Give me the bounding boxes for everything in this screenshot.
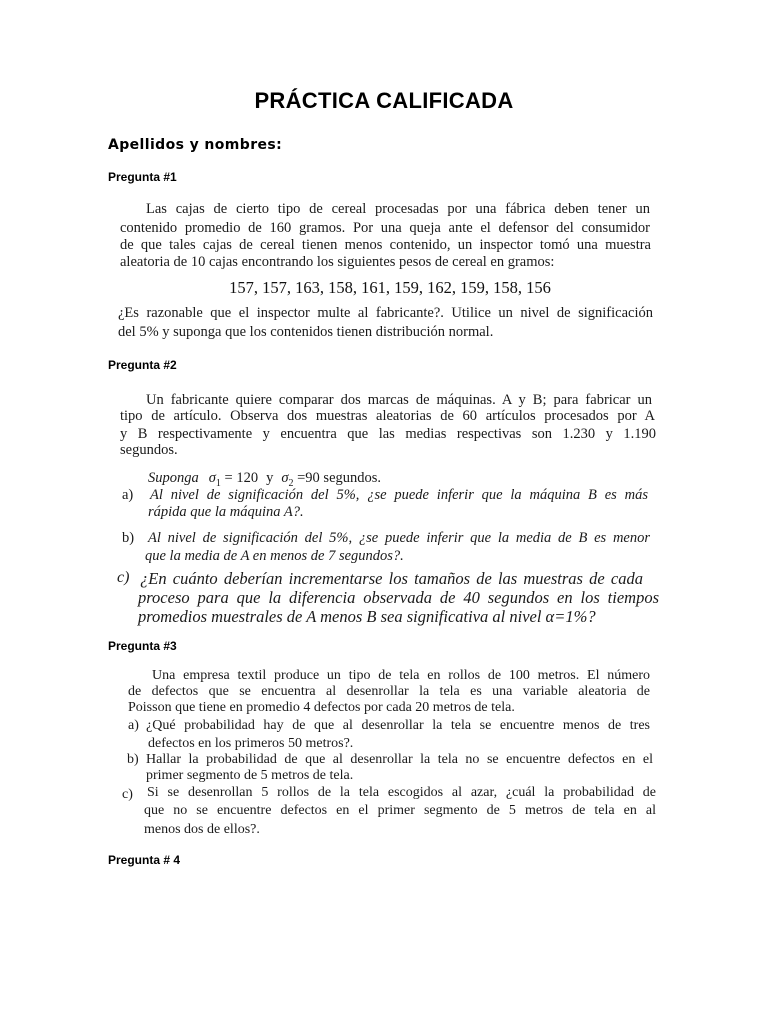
sigma-1-subscript: 1	[215, 477, 221, 489]
item-marker: a)	[128, 718, 139, 733]
question-2-text-line: y B respectivamente y encuentra que las medias respectivas son 1.230 y 1.190	[120, 426, 656, 442]
question-2-text-line: tipo de artículo. Observa dos muestras aleatorias de 60 artículos procesados por A	[120, 408, 655, 424]
question-1-label: Pregunta #1	[108, 170, 177, 184]
item-marker: b)	[122, 530, 135, 546]
question-2a-line: Al nivel de significación del 5%, ¿se puede inferir que la máquina B es más	[150, 487, 648, 503]
sigma-1-symbol: σ	[208, 470, 216, 486]
page-title: PRÁCTICA CALIFICADA	[254, 88, 514, 113]
item-marker: c)	[117, 569, 130, 586]
question-3c-line: menos dos de ellos?.	[144, 822, 260, 837]
question-2c-line: ¿En cuánto deberían incrementarse los tamaños de las muestras de cada	[140, 569, 643, 588]
question-3b-line: primer segmento de 5 metros de tela.	[146, 768, 354, 783]
question-2-text-line: segundos.	[120, 442, 178, 458]
question-2c-line: promedios muestrales de A menos B sea significativa al nivel α=1%?	[138, 607, 596, 626]
question-2-label: Pregunta #2	[108, 358, 177, 372]
question-3-text-line: Poisson que tiene en promedio 4 defectos por cada 20 metros de tela.	[128, 700, 515, 715]
sigma-1-value: = 120	[224, 470, 259, 486]
question-2b-line: Al nivel de significación del 5%, ¿se puede inferir que la media de B es menor	[148, 530, 650, 546]
question-3-text-line: de defectos que se encuentra al desenrollar la tela es una variable aleatoria de	[128, 684, 650, 699]
question-2-text-line: Un fabricante quiere comparar dos marcas de máquinas. A y B; para fabricar un	[146, 392, 652, 408]
item-marker: b)	[127, 752, 139, 767]
sigma-2-subscript: 2	[288, 477, 294, 489]
question-4-label: Pregunta # 4	[108, 853, 181, 867]
item-marker: a)	[122, 487, 134, 503]
sigma-2-value: =90 segundos.	[297, 470, 382, 486]
question-3-text-line: Una empresa textil produce un tipo de tela en rollos de 100 metros. El número	[152, 668, 650, 683]
question-1-prompt-line: del 5% y suponga que los contenidos tienen distribución normal.	[118, 324, 494, 340]
question-1-text-line: contenido promedio de 160 gramos. Por una queja ante el defensor del consumidor	[120, 220, 650, 236]
question-2b-line: que la media de A en menos de 7 segundos?.	[145, 548, 404, 564]
sigma-2-symbol: σ	[281, 470, 289, 486]
question-3a-line: ¿Qué probabilidad hay de que al desenrollar la tela se encuentre menos de tres	[146, 718, 650, 733]
question-3a-line: defectos en los primeros 50 metros?.	[148, 736, 354, 751]
question-3b-line: Hallar la probabilidad de que al desenrollar la tela no se encuentre defectos en el	[146, 752, 653, 767]
question-2a-line: rápida que la máquina A?.	[148, 504, 304, 520]
question-3c-line: que no se encuentre defectos en el primer segmento de 5 metros de tela en al	[144, 803, 656, 818]
question-1-text-line: aleatoria de 10 cajas encontrando los siguientes pesos de cereal en gramos:	[120, 254, 555, 270]
question-1-data-values: 157, 157, 163, 158, 161, 159, 162, 159, 158, 156	[229, 278, 551, 297]
question-3-label: Pregunta #3	[108, 639, 177, 653]
item-marker: c)	[122, 787, 133, 802]
assumption-word: Suponga	[148, 470, 199, 486]
question-2c-line: proceso para que la diferencia observada de 40 segundos en los tiempos	[138, 588, 659, 607]
question-3c-line: Si se desenrollan 5 rollos de la tela escogidos al azar, ¿cuál la probabilidad de	[147, 785, 656, 800]
question-1-text-line: Las cajas de cierto tipo de cereal procesadas por una fábrica deben tener un	[146, 201, 650, 217]
assumption-conjunction: y	[266, 470, 274, 486]
question-1-text-line: de que tales cajas de cereal tienen menos contenido, un inspector tomó una muestra	[120, 237, 651, 253]
question-1-prompt-line: ¿Es razonable que el inspector multe al fabricante?. Utilice un nivel de significación	[118, 305, 653, 321]
student-name-label: Apellidos y nombres:	[108, 137, 283, 153]
